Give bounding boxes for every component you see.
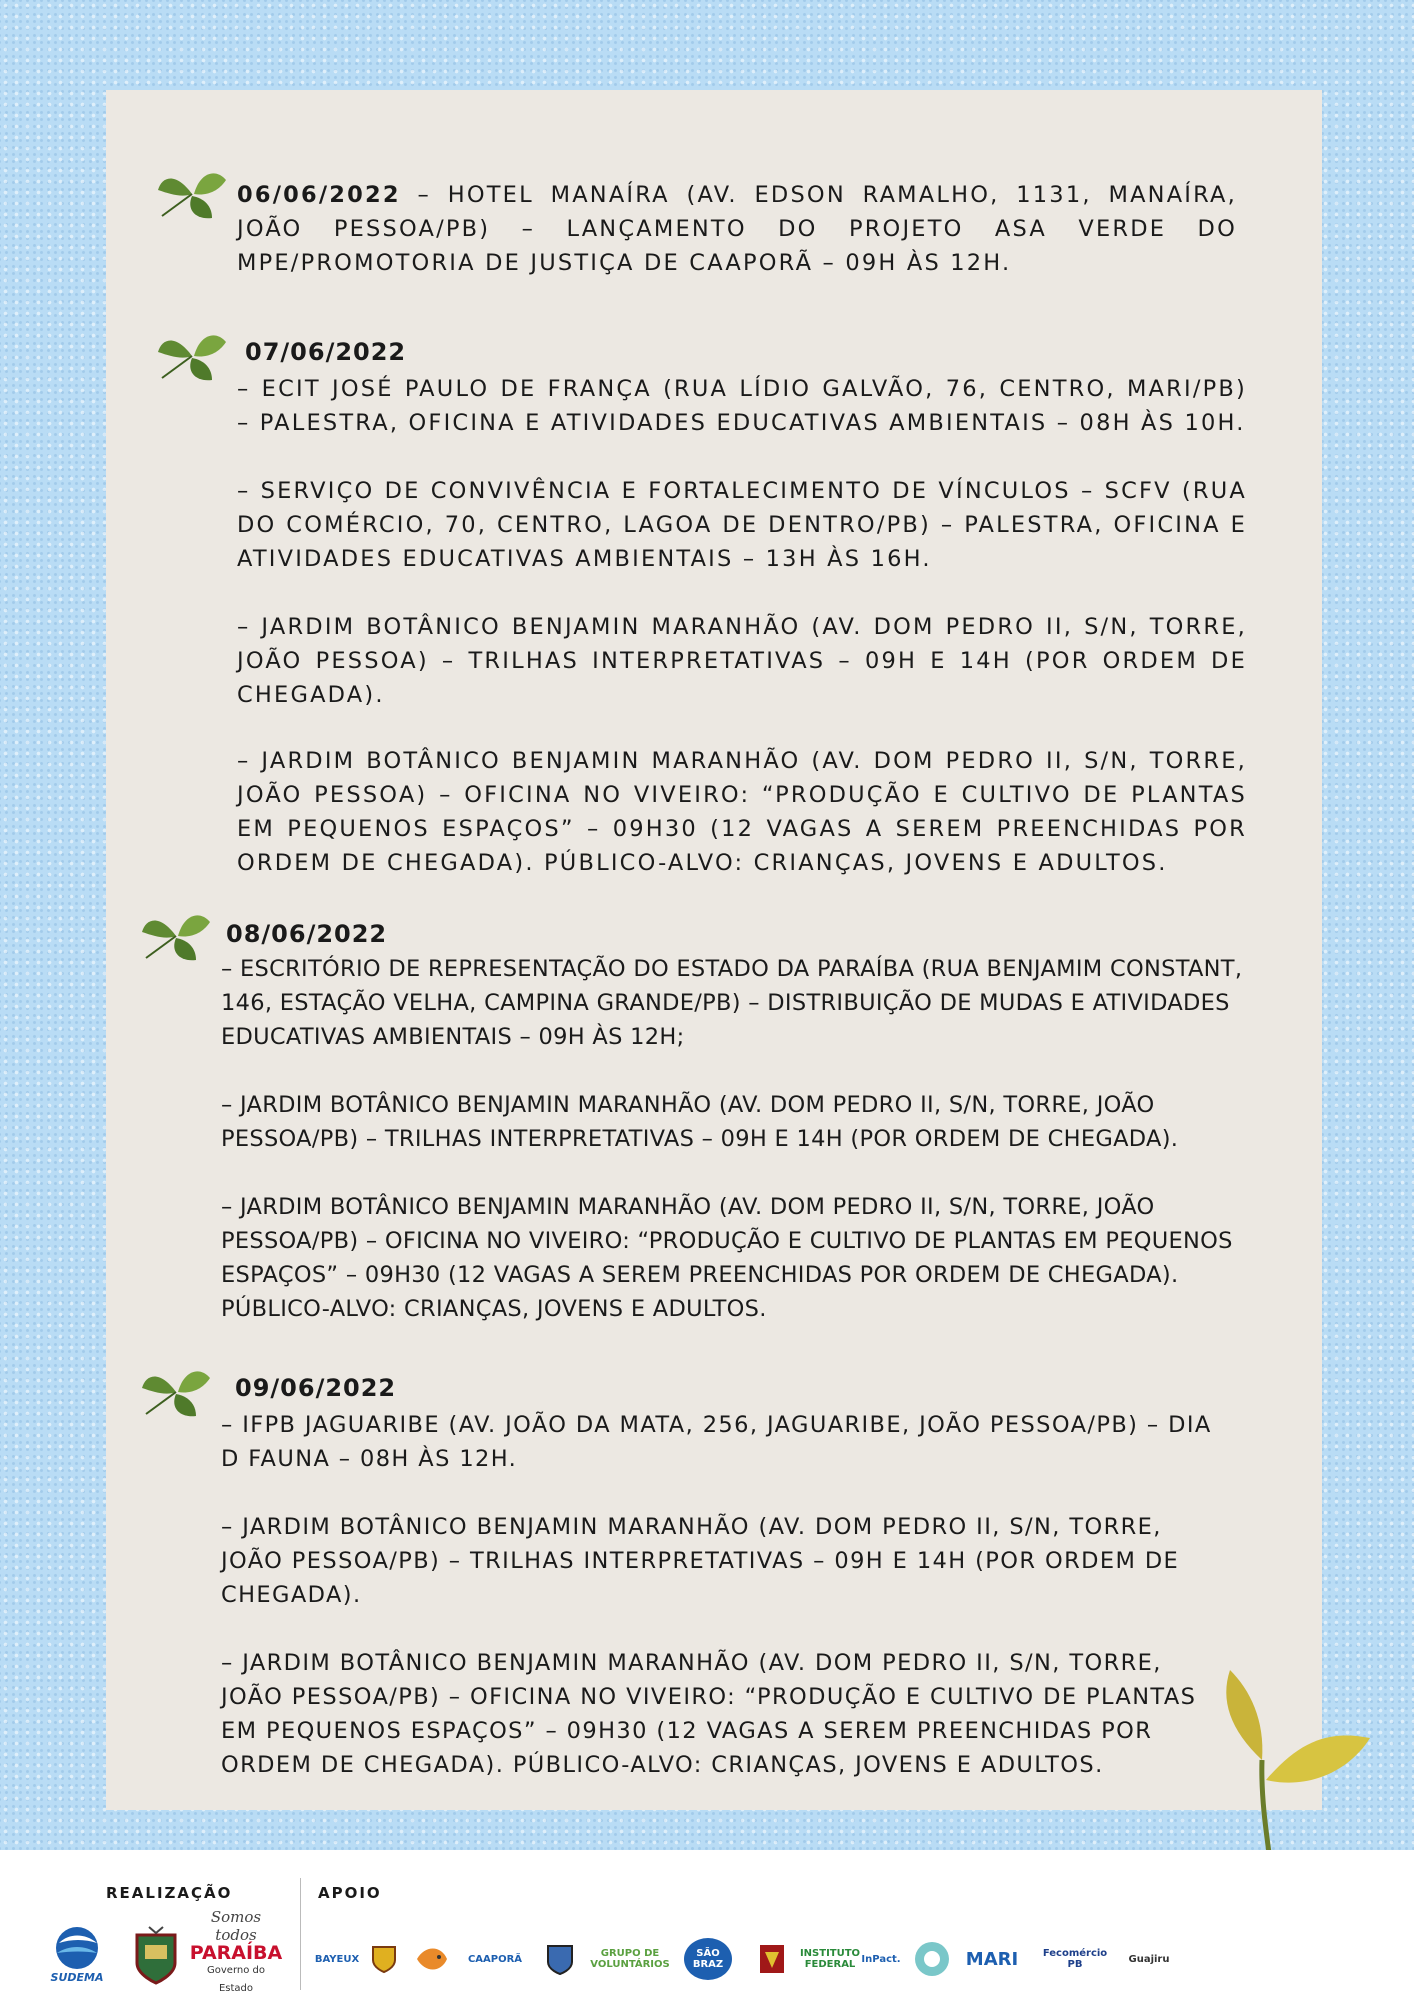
crest-icon [129,1923,183,1985]
inpact-logo: InPact. [861,1953,901,1965]
bayeux-logo: BAYEUX [314,1953,360,1965]
leaf-icon [156,164,230,222]
day1-text: – HOTEL MANAÍRA (AV. EDSON RAMALHO, 1131, MANAÍRA, JOÃO PESSOA/PB) – LANÇAMENTO DO PROJETO ASA VERDE DO MPE/PROMOTORIA DE JUSTIÇA DE CAAPORÃ – 09H ÀS 12H. [237,182,1237,276]
guajiru-logo: Guajiru [1128,1953,1170,1965]
day1-date: 06/06/2022 [237,182,401,208]
emblem-icon [757,1942,787,1976]
sudema-text: SUDEMA [50,1970,104,1984]
footer [0,1850,1414,2000]
apoio-logo-2 [370,1938,398,1980]
apoio-logo-5 [544,1938,576,1980]
schedule-panel [106,90,1322,1810]
day2-item-3: – JARDIM BOTÂNICO BENJAMIN MARANHÃO (AV. DOM PEDRO II, S/N, TORRE, JOÃO PESSOA) – TRILHAS INTERPRETATIVAS – 09H E 14H (POR ORDEM DE CHEGADA). [237,614,1247,708]
day3-item-3: – JARDIM BOTÂNICO BENJAMIN MARANHÃO (AV. DOM PEDRO II, S/N, TORRE, JOÃO PESSOA/PB) – OFICINA NO VIVEIRO: “PRODUÇÃO E CULTIVO DE PLANTAS EM PEQUENOS ESPAÇOS” – 09H30 (12 VAGAS A SEREM PREENCHIDAS POR ORDEM DE CHEGADA). PÚBLICO-ALVO: CRIANÇAS, JOVENS E ADULTOS. [221,1194,1233,1322]
day4-item-1: – IFPB JAGUARIBE (AV. JOÃO DA MATA, 256, JAGUARIBE, JOÃO PESSOA/PB) – DIA D FAUNA – 08H ÀS 12H. [221,1412,1212,1472]
day2-date: 07/06/2022 [245,338,407,366]
day3-date: 08/06/2022 [226,920,388,948]
paraiba-crest-logo [128,1922,184,1986]
day4-item-2: – JARDIM BOTÂNICO BENJAMIN MARANHÃO (AV. DOM PEDRO II, S/N, TORRE, JOÃO PESSOA/PB) – TRILHAS INTERPRETATIVAS – 09H E 14H (POR ORDEM DE CHEGADA). [221,1514,1180,1608]
paraiba-name: PARAÍBA [189,1942,283,1964]
fish-icon [413,1941,451,1977]
paraiba-tagline: Somos todos [210,1908,262,1944]
circle-emblem-icon [913,1940,951,1978]
sudema-emblem-icon [51,1925,103,1971]
shield-icon [371,1944,397,1974]
paraiba-government-logo [189,1908,283,1994]
fecomercio-logo: Fecomércio PB [1042,1948,1108,1970]
sao-braz-logo: SÃO BRAZ [684,1938,732,1980]
day1-entry [237,178,1237,280]
paraiba-gov: Governo do Estado [207,1965,265,1994]
day2-item-2: – SERVIÇO DE CONVIVÊNCIA E FORTALECIMENTO DE VÍNCULOS – SCFV (RUA DO COMÉRCIO, 70, CENTRO, LAGOA DE DENTRO/PB) – PALESTRA, OFICINA E ATIVIDADES EDUCATIVAS AMBIENTAIS – 13H ÀS 16H. [237,478,1247,572]
grupo-voluntarios-logo: GRUPO DE VOLUNTÁRIOS [590,1948,670,1970]
realizacao-label: REALIZAÇÃO [106,1884,233,1902]
instituto-federal-logo: INSTITUTO FEDERAL [799,1948,861,1970]
day4-date: 09/06/2022 [235,1374,397,1402]
leaf-icon [140,906,214,964]
apoio-logo-11 [912,1938,952,1980]
mari-logo: MARI [965,1948,1019,1970]
footer-divider [300,1878,301,1990]
day2-item-1: – ECIT JOSÉ PAULO DE FRANÇA (RUA LÍDIO GALVÃO, 76, CENTRO, MARI/PB) – PALESTRA, OFICINA E ATIVIDADES EDUCATIVAS AMBIENTAIS – 08H ÀS 10H. [237,376,1247,436]
apoio-label: APOIO [318,1884,382,1902]
crest-icon [545,1942,575,1976]
apoio-logo-8 [756,1938,788,1980]
sudema-logo [44,1920,110,1988]
leaf-icon [156,326,230,384]
day2-item-4: – JARDIM BOTÂNICO BENJAMIN MARANHÃO (AV. DOM PEDRO II, S/N, TORRE, JOÃO PESSOA) – OFICINA NO VIVEIRO: “PRODUÇÃO E CULTIVO DE PLANTAS EM PEQUENOS ESPAÇOS” – 09H30 (12 VAGAS A SEREM PREENCHIDAS POR ORDEM DE CHEGADA). PÚBLICO-ALVO: CRIANÇAS, JOVENS E ADULTOS. [237,748,1247,876]
leaf-icon [140,1362,214,1420]
day3-item-1: – ESCRITÓRIO DE REPRESENTAÇÃO DO ESTADO DA PARAÍBA (RUA BENJAMIM CONSTANT, 146, ESTAÇÃO VELHA, CAMPINA GRANDE/PB) – DISTRIBUIÇÃO DE MUDAS E ATIVIDADES EDUCATIVAS AMBIENTAIS – 09H ÀS 12H; [221,956,1243,1050]
day4-item-3: – JARDIM BOTÂNICO BENJAMIN MARANHÃO (AV. DOM PEDRO II, S/N, TORRE, JOÃO PESSOA/PB) – OFICINA NO VIVEIRO: “PRODUÇÃO E CULTIVO DE PLANTAS EM PEQUENOS ESPAÇOS” – 09H30 (12 VAGAS A SEREM PREENCHIDAS POR ORDEM DE CHEGADA). PÚBLICO-ALVO: CRIANÇAS, JOVENS E ADULTOS. [221,1650,1197,1778]
apoio-logo-3 [412,1938,452,1980]
caapora-logo: CAAPORÃ [467,1953,523,1965]
day3-item-2: – JARDIM BOTÂNICO BENJAMIN MARANHÃO (AV. DOM PEDRO II, S/N, TORRE, JOÃO PESSOA/PB) – TRILHAS INTERPRETATIVAS – 09H E 14H (POR ORDEM DE CHEGADA). [221,1092,1179,1152]
